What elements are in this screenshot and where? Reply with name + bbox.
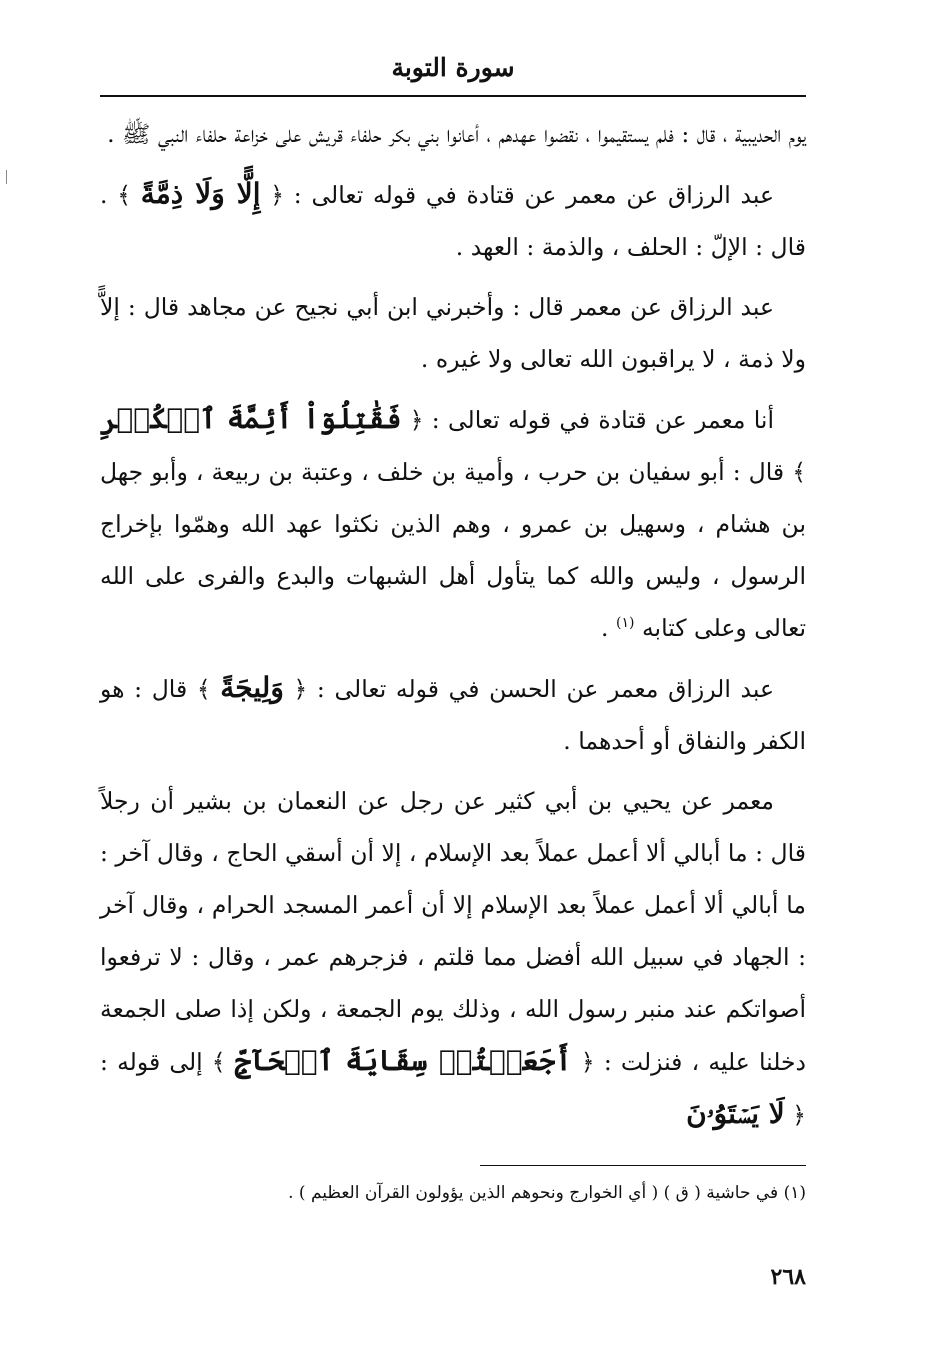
quran-quote: فَقَٰتِلُوٓاْ أَئِمَّةَ ٱلۡكُفۡرِ: [100, 402, 402, 435]
body-text: [100, 108, 806, 1149]
footnote: (١) في حاشية ( ق ) ( أي الخوارج ونحوهم الذين يؤولون القرآن العظيم ) .: [288, 1183, 806, 1203]
footnote-reference[interactable]: (١): [616, 615, 635, 632]
paragraph-4: [100, 393, 806, 654]
header-rule: [100, 95, 806, 97]
paragraph-1: [100, 108, 806, 160]
quran-quote: وَلِيجَةً: [220, 671, 284, 704]
paragraph-text: .: [601, 614, 616, 642]
paragraph-text: يوم الحديبية ، قال : فلم يستقيموا ، نقضوا عهدهم ، أعانوا بني بكر حلفاء قريش على خزاعة حلفاء النبي ﷺ .: [107, 120, 806, 148]
quran-quote: أَجَعَلۡتُمۡ سِقَايَةَ ٱلۡحَآجِّ: [234, 1044, 572, 1077]
quran-quote: لَا يَسۡتَوُۥنَ: [686, 1097, 785, 1130]
running-header: سورة التوبة: [391, 53, 515, 82]
paragraph-text: عبد الرزاق عن معمر عن قتادة في قوله تعالى : ﴿: [270, 181, 774, 209]
quran-quote: إِلًّا وَلَا ذِمَّةً: [140, 177, 261, 210]
paragraph-text: ﴾ قال : هو الكفر والنفاق أو أحدهما .: [100, 675, 806, 755]
paragraph-text: أنا معمر عن قتادة في قوله تعالى : ﴿: [409, 406, 774, 434]
paragraph-2: [100, 168, 806, 273]
page-number: ٢٦٨: [770, 1264, 806, 1290]
scan-margin-mark: [6, 170, 7, 184]
paragraph-text: عبد الرزاق عن معمر قال : وأخبرني ابن أبي نجيح عن مجاهد قال : إلاًّ ولا ذمة ، لا يراقبون الله تعالى ولا غيره .: [100, 293, 806, 373]
paragraph-text: معمر عن يحيي بن أبي كثير عن رجل عن النعمان بن بشير أن رجلاً قال : ما أبالي ألا أعمل عملاً بعد الإسلام ، إلا أن أسقي الحاج ، وقال آخر : ما أبالي ألا أعمل عملاً بعد الإسلام إلا أن أعمر المسجد الحرام ، وقال آخر : الجهاد في سبيل الله أفضل مما قلتم ، فزجرهم عمر ، وقال : لا ترفعوا أصواتكم عند منبر رسول الله ، وذلك يوم الجمعة ، ولكن إذا صلى الجمعة دخلنا عليه ، فنزلت : ﴿: [100, 787, 806, 1076]
paragraph-text: ﴾ إلى قوله : ﴿: [100, 1048, 806, 1129]
paragraph-text: ﴾ . قال : الإلّ : الحلف ، والذمة : العهد .: [100, 181, 806, 261]
footnote-rule: [480, 1165, 806, 1166]
paragraph-3: [100, 281, 806, 385]
paragraph-6: [100, 775, 806, 1141]
paragraph-text: عبد الرزاق معمر عن الحسن في قوله تعالى : ﴿: [293, 675, 774, 703]
paragraph-5: [100, 662, 806, 767]
paragraph-text: ﴾ قال : أبو سفيان بن حرب ، وأمية بن خلف ، وعتبة بن ربيعة ، وأبو جهل بن هشام ، وسهيل بن عمرو ، وهم الذين نكثوا عهد الله وهمّوا بإخراج الرسول ، وليس والله كما يتأول أهل الشبهات والبدع والفرى على الله تعالى وعلى كتابه: [100, 458, 806, 642]
